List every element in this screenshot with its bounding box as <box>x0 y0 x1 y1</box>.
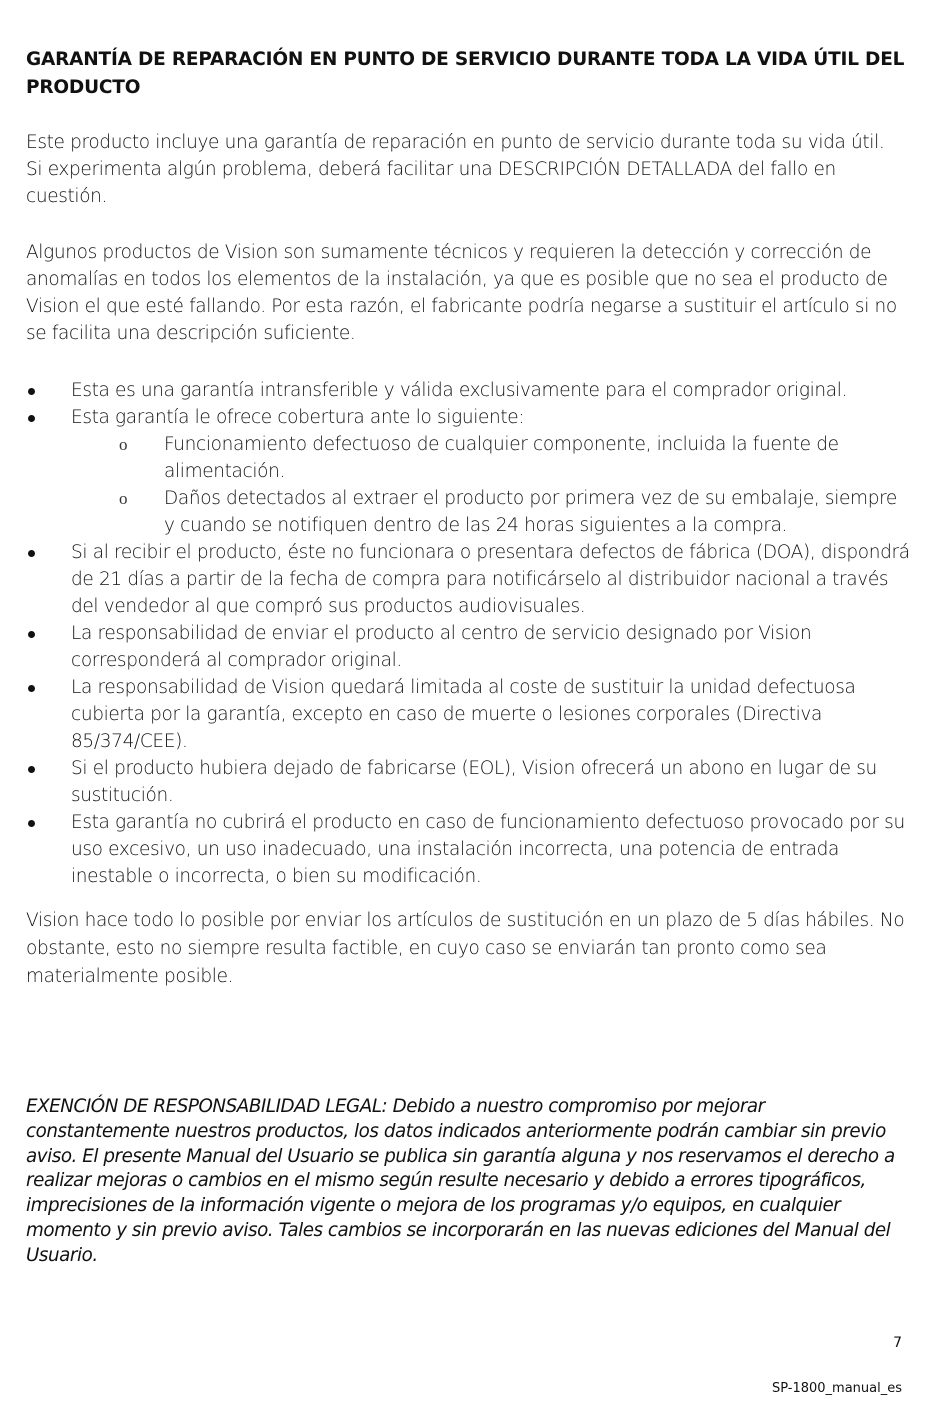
list-item <box>0 674 910 755</box>
warranty-conditions-list <box>0 377 910 890</box>
bullet-icon <box>28 685 35 692</box>
list-item <box>0 539 910 620</box>
list-item <box>0 377 910 404</box>
sub-list-item-text: Daños detectados al extraer el producto por primera vez de su embalaje, siempre y cuando se notifiquen dentro de las 24 horas siguientes a la compra. <box>164 488 897 536</box>
list-item <box>0 755 910 809</box>
sub-list-item <box>71 485 910 539</box>
list-item-text: Esta garantía le ofrece cobertura ante lo siguiente: <box>71 407 525 428</box>
hollow-bullet-icon: o <box>119 435 128 454</box>
list-item <box>0 809 910 890</box>
section-heading: GARANTÍA DE REPARACIÓN EN PUNTO DE SERVICIO DURANTE TODA LA VIDA ÚTIL DEL PRODUCTO <box>26 49 905 98</box>
bullet-icon <box>28 631 35 638</box>
bullet-icon <box>28 415 35 422</box>
sub-list-item-text: Funcionamiento defectuoso de cualquier componente, incluida la fuente de alimentación. <box>164 434 839 482</box>
coverage-sub-list <box>71 431 910 539</box>
page-number: 7 <box>893 1335 902 1351</box>
list-item-text: Si el producto hubiera dejado de fabricarse (EOL), Vision ofrecerá un abono en lugar de su sustitución. <box>71 758 877 806</box>
sub-list-item <box>71 431 910 485</box>
intro-paragraph: Este producto incluye una garantía de reparación en punto de servicio durante toda su vida útil. Si experimenta algún problema, deberá facilitar una DESCRIPCIÓN DETALLADA del fallo en cuestión. <box>26 132 885 207</box>
list-item-text: Esta es una garantía intransferible y válida exclusivamente para el comprador original. <box>71 380 848 401</box>
bullet-icon <box>28 388 35 395</box>
bullet-icon <box>28 766 35 773</box>
legal-disclaimer: EXENCIÓN DE RESPONSABILIDAD LEGAL: Debido a nuestro compromiso por mejorar constantemente nuestros productos, los datos indicados anteriormente podrán cambiar sin previo aviso. El presente Manual del Usuario se publica sin garantía alguna y nos reservamos el derecho a realizar mejoras o cambios en el mismo según resulte necesario y debido a errores tipográficos, imprecisiones de la información vigente o mejora de los programas y/o equipos, en cualquier momento y sin previo aviso. Tales cambios se incorporarán en las nuevas ediciones del Manual del Usuario. <box>26 1096 895 1266</box>
technical-note-paragraph: Algunos productos de Vision son sumamente técnicos y requieren la detección y corrección de anomalías en todos los elementos de la instalación, ya que es posible que no sea el producto de Vision el que esté fallando. Por esta razón, el fabricante podría negarse a sustituir el artículo si no se facilita una descripción suficiente. <box>26 242 897 344</box>
shipping-paragraph: Vision hace todo lo posible por enviar los artículos de sustitución en un plazo de 5 días hábiles. No obstante, esto no siempre resulta factible, en cuyo caso se enviarán tan pronto como sea materialmente posible. <box>26 910 905 987</box>
list-item-text: Si al recibir el producto, éste no funcionara o presentara defectos de fábrica (DOA), dispondrá de 21 días a partir de la fecha de compra para notificárselo al distribuidor nacional a través del vendedor al que compró sus productos audiovisuales. <box>71 542 910 617</box>
bullet-icon <box>28 820 35 827</box>
list-item <box>0 620 910 674</box>
document-id: SP-1800_manual_es <box>771 1381 902 1396</box>
list-item-text: La responsabilidad de Vision quedará limitada al coste de sustituir la unidad defectuosa cubierta por la garantía, excepto en caso de muerte o lesiones corporales (Directiva 85/374/CEE). <box>71 677 856 752</box>
bullet-icon <box>28 550 35 557</box>
list-item-text: La responsabilidad de enviar el producto al centro de servicio designado por Vision corresponderá al comprador original. <box>71 623 812 671</box>
list-item <box>0 404 910 539</box>
hollow-bullet-icon: o <box>119 489 128 508</box>
list-item-text: Esta garantía no cubrirá el producto en caso de funcionamiento defectuoso provocado por su uso excesivo, un uso inadecuado, una instalación incorrecta, una potencia de entrada inestable o incorrecta, o bien su modificación. <box>71 812 905 887</box>
